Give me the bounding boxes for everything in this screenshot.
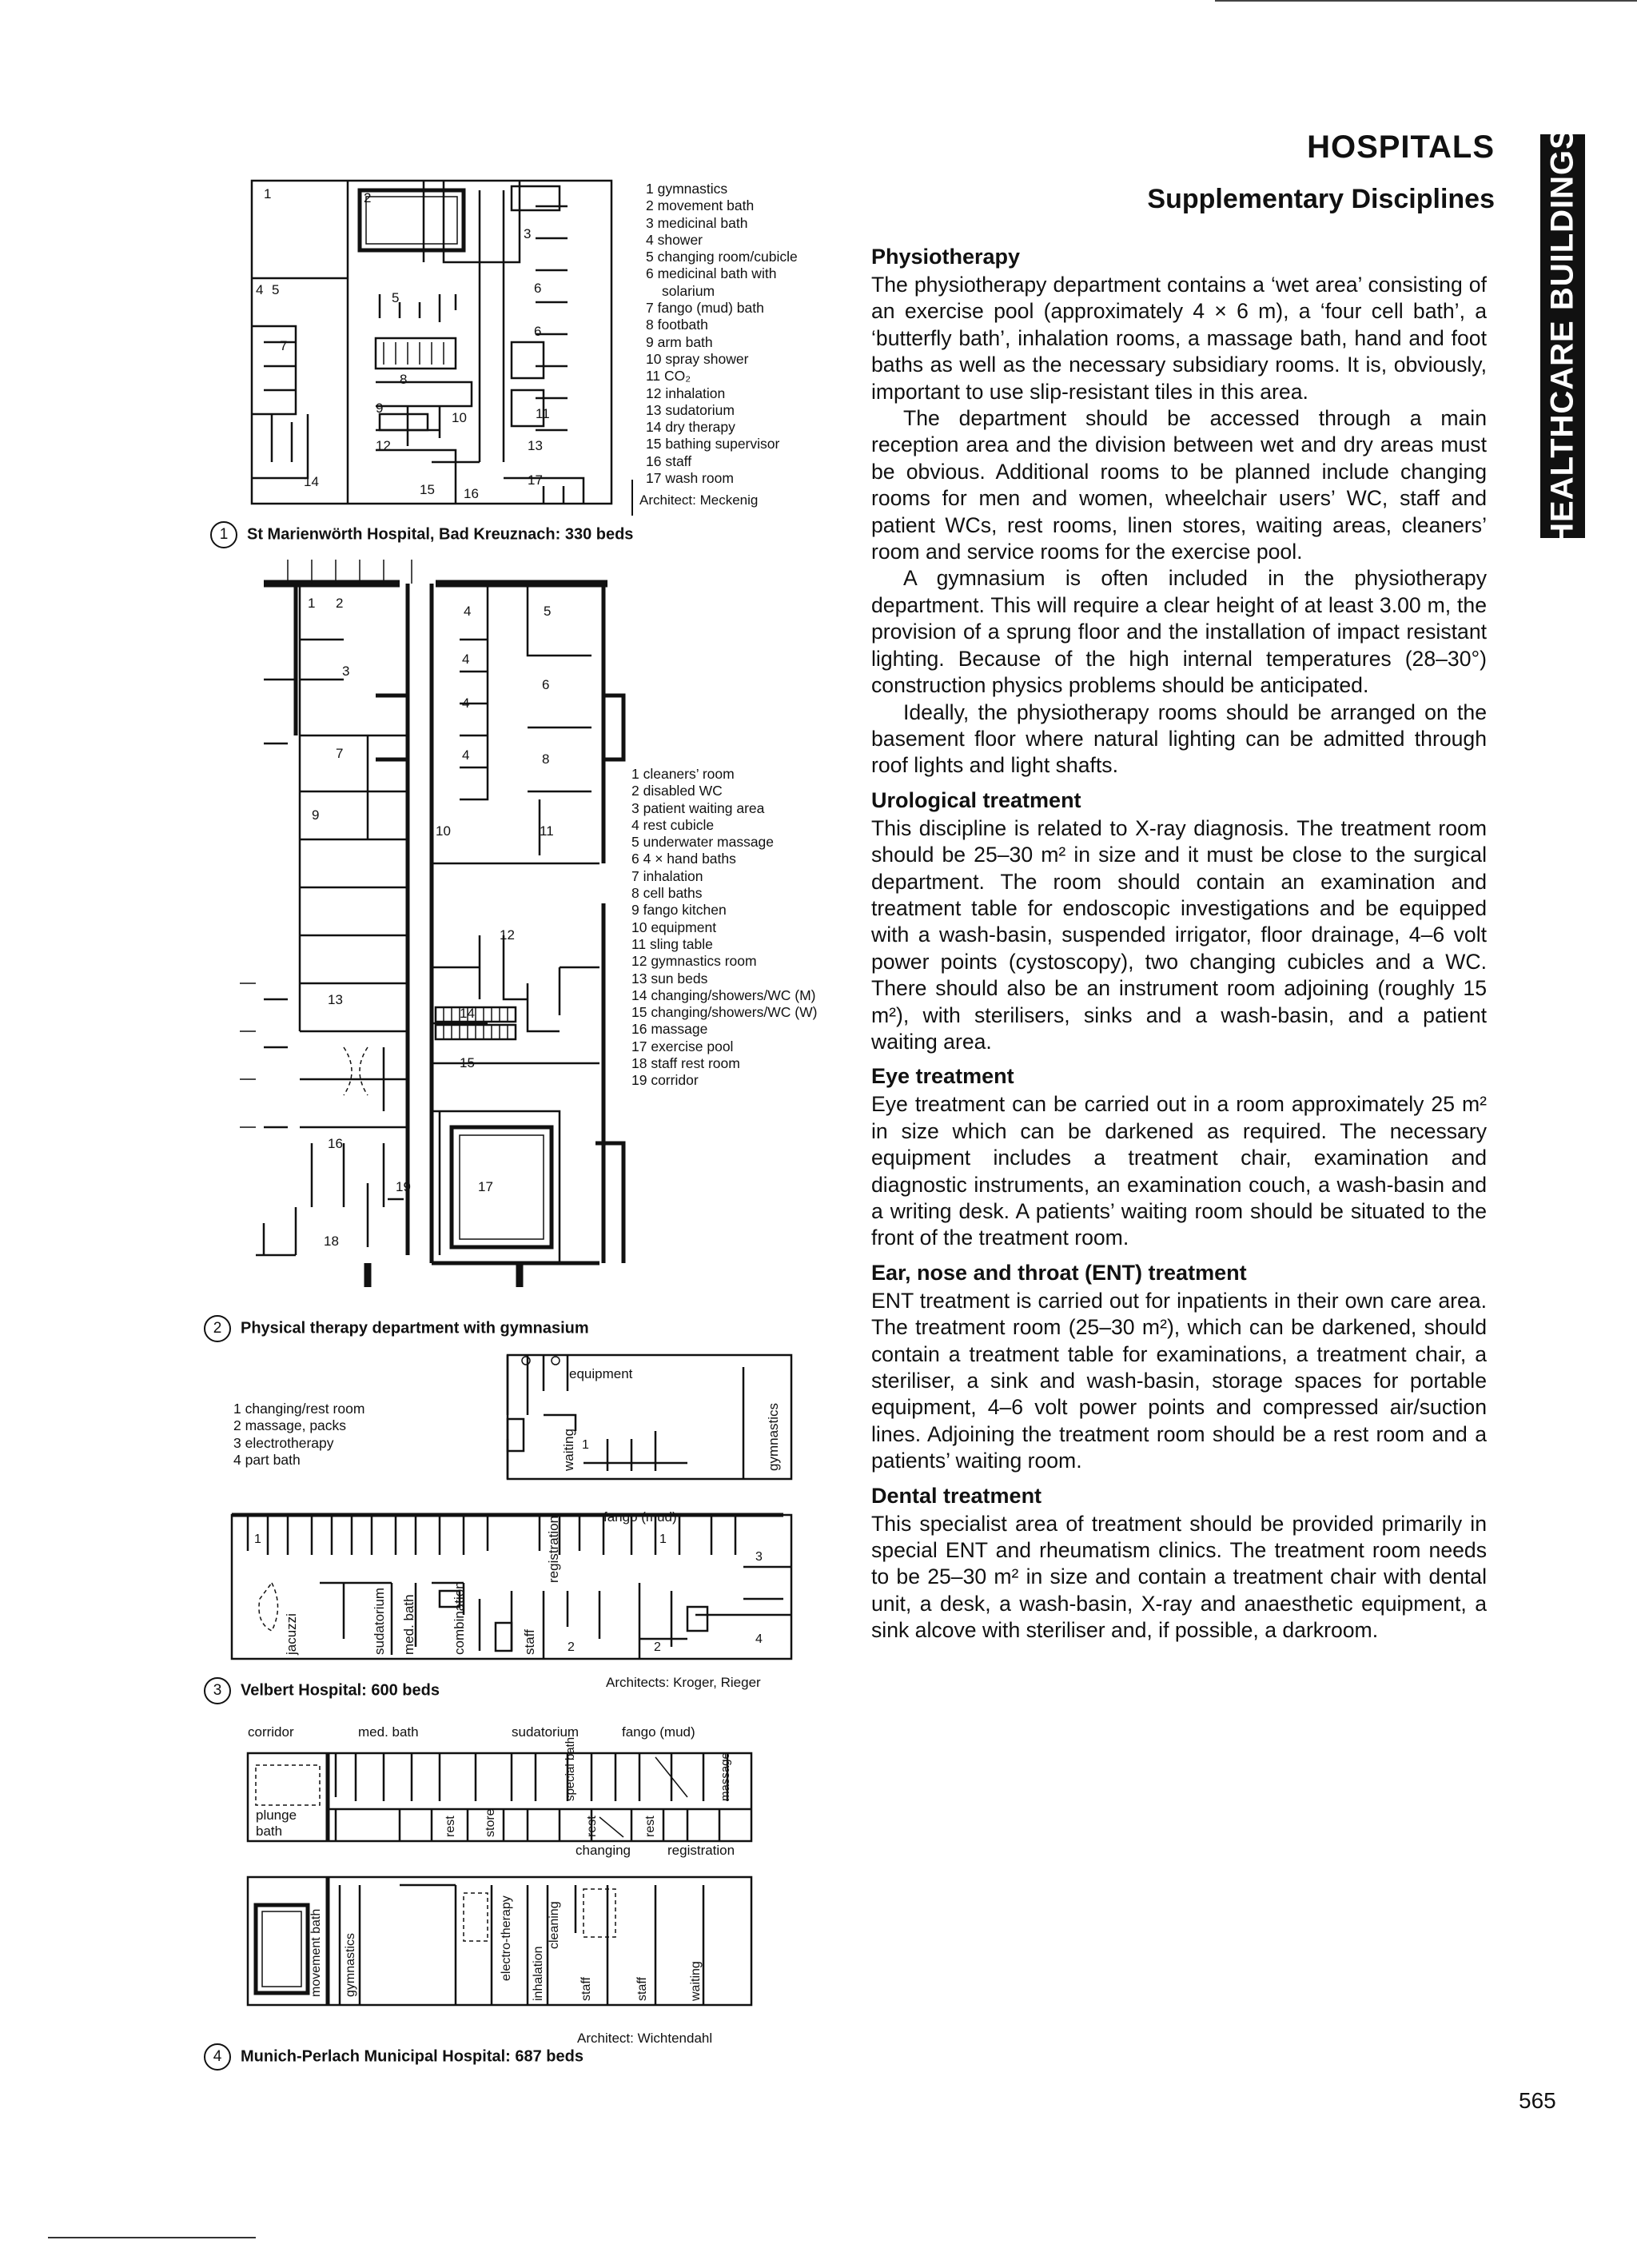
fig2-floor-plan [240,552,639,1307]
fig2-room-label: 11 [540,823,554,839]
paragraph: The department should be accessed through a main reception area and the division between wet and dry areas must be obvious. Additional rooms to be planned include changing rooms for men and women, wheelchair users’ WC, staff and patient WCs, rest rooms, linen stores, waiting areas, cleaners’ room and service rooms for the exercise pool. [871,406,1487,564]
legend-item: 2 movement bath [646,197,755,214]
fig1-room-label: 17 [528,472,543,488]
legend-item: 2 disabled WC [631,783,723,799]
bottom-rule [48,2237,256,2238]
legend-item: 2 massage, packs [233,1417,347,1434]
fig3-plan-number: 4 [755,1632,763,1646]
fig4-label-massage: massage [719,1752,732,1801]
fig2-room-label: 6 [542,677,550,692]
fig2-room-label: 16 [328,1136,343,1151]
fig4-label-waiting: waiting [689,1961,703,2001]
legend-item: 15 bathing supervisor [646,436,780,452]
legend-item: 14 changing/showers/WC (M) [631,987,816,1003]
fig3-label-registration: registration [546,1515,561,1583]
fig4-label-rest: rest [643,1816,657,1837]
section-heading: Physiotherapy [871,245,1021,269]
legend-item: 1 cleaners’ room [631,766,735,782]
paragraph: This discipline is related to X-ray diagnosis. The treatment room should be 25–30 m² in size and it must be close to the surgical department. The room should contain an examination and treatment table for endoscopic investigations and be equipped with a wash-basin, suspended irrigator, floor drainage, 4–6 volt power points (cystoscopy), two changing cubicles and a WC. There should also be an instrument room adjoining (roughly 15 m²), with sterilisers, sinks and a wash-basin, and a patient waiting area. [871,815,1487,1054]
fig3-plan-number: 2 [654,1640,661,1654]
fig4-label-changing: changing [576,1843,631,1858]
section-heading: Ear, nose and throat (ENT) treatment [871,1260,1247,1285]
legend-item: 3 electrotherapy [233,1434,334,1451]
fig2-room-label: 2 [336,596,344,611]
legend-item: 10 equipment [631,919,717,935]
fig1-caption-text: St Marienwörth Hospital, Bad Kreuznach: 330 beds [247,525,634,544]
fig3-label-med-bath: med. bath [401,1594,416,1655]
fig4-label-store: store [484,1808,497,1837]
fig3-label-sudatorium: sudatorium [372,1587,387,1655]
fig3-label-equipment: equipment [569,1366,633,1381]
fig2-room-label: 12 [500,927,515,943]
fig2-room-label: 15 [460,1055,475,1070]
fig4-label-cleaning: cleaning [548,1901,561,1949]
legend-item: 16 massage [631,1021,708,1038]
fig3-label-fango: fango (mud) [603,1509,677,1525]
fig2-caption-text: Physical therapy department with gymnasium [241,1319,589,1337]
fig3-label-waiting: waiting [561,1429,576,1471]
fig2-room-label: 18 [324,1234,339,1249]
fig2-legend [631,766,817,1090]
fig1-room-label: 4 [256,282,264,297]
fig4-label-rest: rest [585,1816,599,1837]
legend-item: 16 staff [646,452,692,469]
fig3-plan-number: 3 [755,1550,763,1564]
legend-item: 5 changing room/cubicle [646,249,798,265]
legend-item: 3 patient waiting area [631,799,765,816]
section-heading: Eye treatment [871,1064,1014,1089]
legend-item: 3 medicinal bath [646,214,748,231]
fig1-room-label: 5 [272,282,280,297]
fig1-room-label: 12 [376,438,391,453]
legend-item: 1 gymnastics [646,181,728,197]
fig2-room-label: 5 [544,604,552,619]
fig4-caption [204,2043,584,2071]
fig3-label-combination: combination [452,1581,467,1655]
legend-item: 6 4 × hand baths [631,851,736,867]
fig4-number: 4 [204,2043,231,2071]
body-text [871,244,1487,1652]
fig2-room-label: 3 [342,664,350,679]
fig4-label-corridor: corridor [248,1725,294,1740]
fig1-room-label: 6 [534,281,542,296]
section-physiotherapy [871,244,1487,779]
fig1-room-label: 7 [280,338,288,353]
fig2-room-label: 13 [328,992,343,1007]
legend-item: 15 changing/showers/WC (W) [631,1004,818,1021]
fig3-label-jacuzzi: jacuzzi [284,1613,299,1655]
fig2-room-label: 4 [462,652,470,667]
legend-item: 19 corridor [631,1072,699,1089]
fig1-room-label: 15 [420,482,435,497]
fig1-number: 1 [210,521,237,548]
legend-item: 17 wash room [646,470,734,487]
legend-item: 7 fango (mud) bath [646,300,764,317]
fig3-caption-text: Velbert Hospital: 600 beds [241,1681,440,1700]
legend-item: 9 fango kitchen [631,902,727,919]
fig3-caption [204,1677,440,1704]
legend-item: 1 changing/rest room [233,1401,365,1417]
fig2-caption [204,1315,589,1342]
page-number: 565 [1519,2088,1556,2113]
legend-item: 8 footbath [646,317,708,333]
fig2-room-label: 9 [312,807,320,823]
legend-item: 4 shower [646,231,703,248]
legend-item: 7 inhalation [631,867,703,884]
fig4-label-registration: registration [667,1843,735,1858]
fig4-label-movement-bath: movement bath [309,1908,323,1997]
fig4-floor-plan [240,1725,759,2021]
paragraph: This specialist area of treatment should be provided primarily in special ENT and rheumatism clinics. The treatment room needs to be 25–30 m² in size and contain a treatment chair with dental unit, a desk, a wash-basin, X-ray and anaesthetic equipment, a sink alcove with steriliser and, if possible, a darkroom. [871,1511,1487,1643]
paragraph: The physiotherapy department contains a ‘wet area’ consisting of an exercise pool (approximately 4 × 6 m), a ‘four cell bath’, a ‘butterfly bath’, inhalation rooms, a massage bath, hand and foot baths as well as the necessary subsidiary rooms. It is, obviously, important to use slip-resistant tiles in this area. [871,273,1487,404]
fig4-label-sudatorium: sudatorium [512,1725,580,1740]
legend-item: 4 part bath [233,1451,301,1468]
fig3-label-gymnastics: gymnastics [766,1402,781,1471]
section-dental [871,1483,1487,1644]
legend-item: 4 rest cubicle [631,816,715,833]
fig1-room-label: 5 [392,290,400,305]
legend-item: 13 sun beds [631,970,708,987]
fig3-plan-number: 2 [568,1640,575,1654]
legend-item: 10 spray shower [646,350,749,367]
fig4-label-staff: staff [580,1977,593,2001]
fig2-room-label: 19 [396,1179,411,1194]
fig3-plan-number: 1 [582,1438,589,1452]
fig4-caption-text: Munich-Perlach Municipal Hospital: 687 beds [241,2047,584,2066]
section-eye [871,1063,1487,1251]
fig2-room-label: 7 [336,746,344,761]
fig1-room-label: 16 [464,486,479,501]
legend-item: 17 exercise pool [631,1038,734,1054]
fig2-number: 2 [204,1315,231,1342]
fig1-floor-plan [248,174,623,514]
legend-item: 12 gymnastics room [631,953,757,970]
legend-item: 5 underwater massage [631,834,775,851]
fig4-label-staff: staff [635,1977,649,2001]
fig3-plan-number: 1 [659,1533,667,1546]
fig2-room-label: 1 [308,596,316,611]
fig1-legend [646,181,798,487]
fig3-label-staff: staff [522,1629,537,1655]
fig2-room-label: 4 [462,696,470,711]
fig2-room-label: 4 [462,747,470,763]
fig3-architect: Architects: Kroger, Rieger [606,1675,761,1690]
fig2-room-label: 8 [542,751,550,767]
section-ent [871,1260,1487,1475]
paragraph: A gymnasium is often included in the physiotherapy department. This will require a clear height of at least 3.00 m, the provision of a sprung floor and the installation of impact resistant lighting. Because of the high internal temperatures (28–30°) construction physics problems should be anticipated. [871,566,1487,698]
legend-item: 9 arm bath [646,333,713,350]
fig4-label-special-bath: special bath [564,1736,577,1801]
fig1-room-label: 11 [536,406,550,421]
legend-item: 13 sudatorium [646,401,735,418]
paragraph: ENT treatment is carried out for inpatients in their own care area. The treatment room (25–30 m²), which can be darkened, should contain a treatment table for examinations, a treatment chair, a steriliser, a sink and wash-basin, storage spaces for portable equipment, 4–6 volt power points and compressed air/suction lines. Adjoining the treatment room should be a rest room and a patients’ waiting room. [871,1288,1487,1473]
fig1-room-label: 14 [304,474,319,489]
fig4-label-rest: rest [444,1816,457,1837]
side-tab [1540,126,1585,546]
fig1-room-label: 3 [524,226,532,241]
page-subtitle: Supplementary Disciplines [1147,184,1495,214]
legend-item: 11 sling table [631,935,713,952]
page-title: HOSPITALS [1307,130,1495,165]
fig2-room-label: 4 [464,604,472,619]
fig4-label-med-bath: med. bath [358,1725,419,1740]
fig1-caption [210,521,633,548]
legend-item: 14 dry therapy [646,419,735,436]
legend-item: 8 cell baths [631,885,703,902]
paragraph: Ideally, the physiotherapy rooms should be arranged on the basement floor where natural lighting can be admitted through roof lights and light shafts. [871,700,1487,778]
legend-item: 6 medicinal bath with [646,265,777,282]
legend-item: 12 inhalation [646,385,726,401]
fig3-floor-plan [224,1351,799,1671]
fig1-architect: Architect: Meckenig [639,492,759,508]
section-heading: Urological treatment [871,787,1081,812]
paragraph: Eye treatment can be carried out in a room approximately 25 m² in size which can be darkened as required. The necessary equipment includes a treatment chair, examination and diagnostic instruments, an examination couch, a wash-basin and a writing desk. A patients’ waiting room should be situated to the front of the treatment room. [871,1092,1487,1250]
fig1-room-label: 1 [264,186,272,201]
side-tab-label: HEALTHCARE BUILDINGS [1544,126,1580,546]
legend-item: solarium [662,282,715,299]
fig1-room-label: 6 [534,324,542,339]
section-heading: Dental treatment [871,1483,1042,1508]
legend-item: 11 CO₂ [646,368,691,385]
fig3-number: 3 [204,1677,231,1704]
fig1-architect-rule [631,480,633,516]
section-urological [871,787,1487,1056]
fig4-label-fango: fango (mud) [622,1725,695,1740]
fig4-label-inhalation: inhalation [532,1946,545,2001]
fig4-label-bath: bath [256,1824,283,1839]
fig1-room-label: 9 [376,401,384,416]
fig1-room-label: 8 [400,372,408,387]
top-rule [1215,0,1637,2]
fig4-architect: Architect: Wichtendahl [577,2031,713,2046]
fig2-room-label: 10 [436,823,451,839]
fig1-room-label: 13 [528,438,543,453]
legend-item: 18 staff rest room [631,1055,740,1072]
fig4-label-electro-therapy: electro-therapy [500,1895,513,1981]
fig4-label-gymnastics: gymnastics [344,1932,357,1997]
fig1-room-label: 2 [364,190,372,205]
fig3-plan-number: 1 [254,1533,261,1546]
fig2-room-label: 17 [478,1179,493,1194]
fig2-room-label: 14 [460,1006,475,1021]
fig1-room-label: 10 [452,410,467,425]
fig4-label-plunge: plunge [256,1808,297,1823]
